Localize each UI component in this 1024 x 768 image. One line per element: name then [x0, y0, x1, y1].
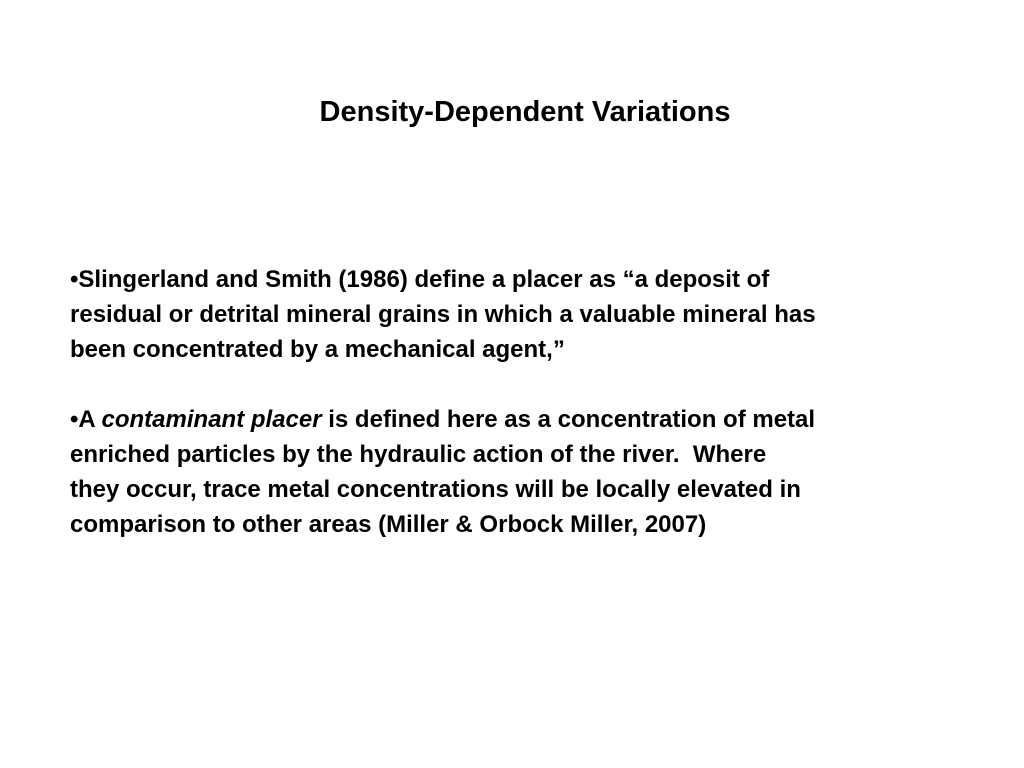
emphasized-term: contaminant placer	[101, 406, 322, 433]
bullet-contaminant-placer	[70, 402, 970, 542]
bullet-text-line: enriched particles by the hydraulic action of the river. Where	[70, 441, 767, 468]
bullet-text-line: is defined here as a concentration of metal	[321, 406, 816, 433]
slide-title: Density-Dependent Variations	[319, 96, 731, 128]
bullet-text-line: they occur, trace metal concentrations will be locally elevated in	[70, 476, 801, 503]
bullet-text-line: Slingerland and Smith (1986) define a placer as “a deposit of	[78, 266, 770, 293]
bullet-text-line: been concentrated by a mechanical agent,”	[70, 336, 565, 363]
bullet-marker: •	[70, 406, 79, 433]
bullet-text-line: comparison to other areas (Miller & Orbock Miller, 2007)	[70, 511, 707, 538]
bullet-text-line: residual or detrital mineral grains in which a valuable mineral has	[70, 301, 816, 328]
bullet-placer-definition	[70, 262, 970, 367]
bullet-marker: •	[70, 266, 79, 293]
bullet-lead-text: A	[78, 406, 102, 433]
slide-body	[70, 262, 970, 542]
